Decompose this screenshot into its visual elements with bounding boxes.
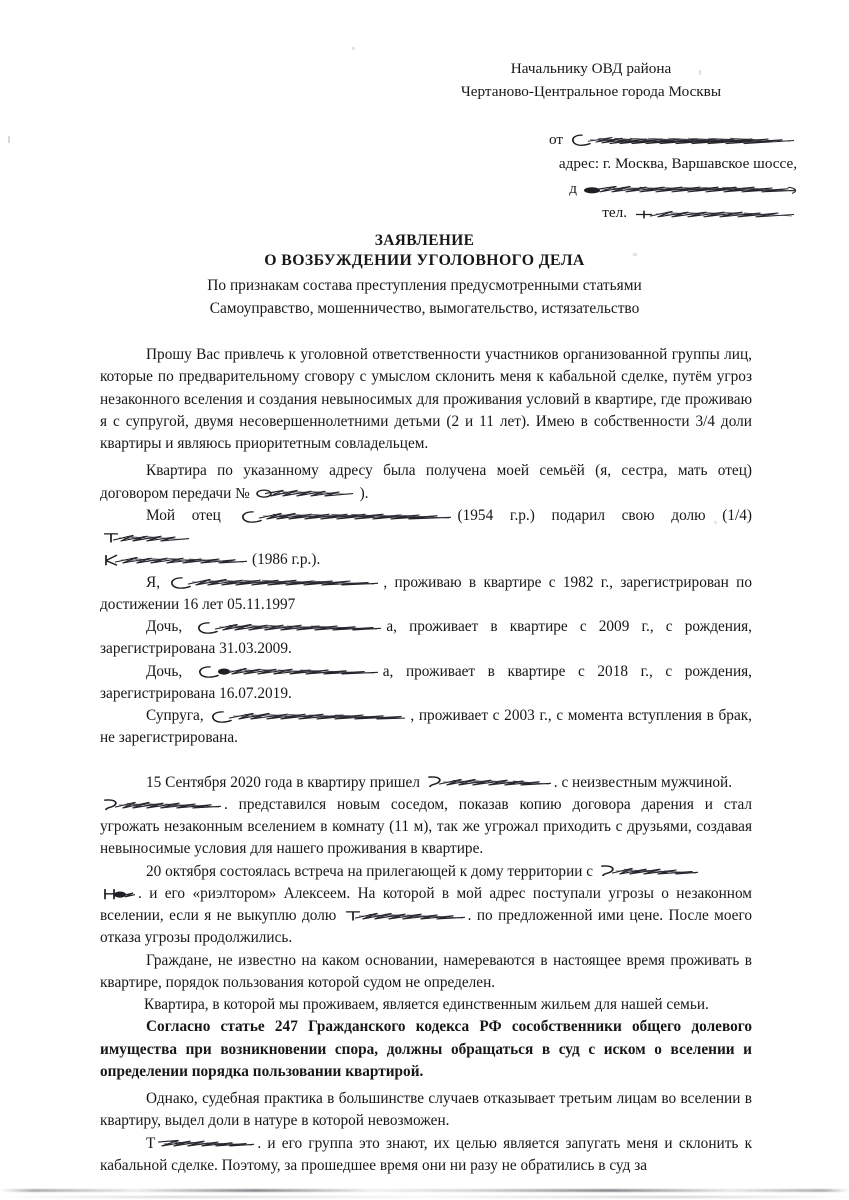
paragraph-final <box>100 1133 752 1178</box>
october-cont-text: . и его «риэлтором» Алексеем. На которой в мой адрес поступали угрозы о незаконном вселении, если я не выкуплю долю <box>100 884 752 924</box>
daughter-2-label: Дочь, <box>146 662 183 680</box>
final-person-initial: Т <box>146 1134 156 1152</box>
paragraph-september-incident <box>100 772 752 794</box>
apartment-origin-text: Квартира по указанному адресу была получена моей семьёй (я, сестра, мать отец) договором передачи № <box>100 462 752 502</box>
addressee-line-2: Чертаново-Центральное города Москвы <box>460 82 722 100</box>
sender-phone-row <box>381 201 801 226</box>
scan-edge-artifact-secondary <box>0 1196 849 1198</box>
document-header <box>381 58 801 226</box>
scan-speck <box>8 136 10 143</box>
paragraph-october-cont <box>100 883 752 950</box>
apartment-origin-text-end: ). <box>359 484 369 502</box>
document-title-block <box>0 232 849 320</box>
redacted-meeting-person <box>598 863 700 879</box>
redacted-self-name <box>168 574 382 590</box>
title-note-2: Самоуправство, мошенничество, вымогательство, истязательство <box>209 299 640 317</box>
document-body <box>100 344 752 1177</box>
from-label: от <box>548 130 563 148</box>
paragraph-self <box>100 572 752 617</box>
paragraph-father <box>100 505 752 550</box>
redacted-share-buyer <box>343 908 467 924</box>
spouse-text: , проживает с 2003 г., с момента вступления в брак, не зарегистрирована. <box>100 707 752 747</box>
paragraph-request: Прошу Вас привлечь к уголовной ответственности участников организованной группы лиц, которые по предварительному сговору с умыслом склонить меня к кабальной сделке, путём угроз незаконного вселения и создания невыносимых для проживания условий в квартире, где проживаю я с супругой, двумя несовершеннолетними детьми (2 и 11 лет). Имею в собственности 3/4 доли квартиры и являюсь приоритетным совладельцем. <box>100 346 752 452</box>
redacted-visitor-name <box>425 774 553 790</box>
redacted-sender-name <box>568 132 800 148</box>
phone-label: тел. <box>602 204 627 222</box>
spouse-label: Супруга, <box>146 707 204 724</box>
address-label: адрес: г. Москва, Варшавское шоссе, <box>558 155 797 173</box>
redacted-meeting-person-2 <box>101 886 137 902</box>
redacted-final-person <box>156 1135 256 1151</box>
page-title: ЗАЯВЛЕНИЕ <box>374 232 475 249</box>
redacted-contract-number <box>255 485 359 501</box>
scan-edge-artifact <box>0 1189 849 1192</box>
father-share-text: (1954 г.р.) подарил свою долю (1/4) <box>457 506 752 524</box>
redacted-phone-number <box>632 206 800 222</box>
page-subtitle-main: О ВОЗБУЖДЕНИИ УГОЛОВНОГО ДЕЛА <box>264 252 585 269</box>
sender-address-row <box>381 152 801 177</box>
redacted-daughter-1-name <box>195 619 385 635</box>
sender-name-row <box>381 128 801 153</box>
daughter-1-label: Дочь, <box>146 618 183 635</box>
october-meeting-text: 20 октября состоялась встреча на прилегающей к дому территории с <box>146 862 594 880</box>
paragraph-daughter-1 <box>100 616 752 661</box>
sender-block <box>381 128 801 227</box>
paragraph-citizens-intent: Граждане, не известно на каком основании, намереваются в настоящее время проживать в квартире, порядок пользования которой судом не определен. <box>100 951 752 991</box>
paragraph-apartment-origin <box>100 460 752 505</box>
paragraph-daughter-2 <box>100 661 752 706</box>
daughter-2-text: а, проживает в квартире с 2018 г., с рождения, зарегистрирована 16.07.2019. <box>100 662 752 702</box>
paragraph-spouse <box>100 705 752 750</box>
redacted-daughter-2-name <box>196 663 382 679</box>
scan-speck <box>352 47 355 50</box>
self-label: Я, <box>146 573 161 591</box>
paragraph-father-cont <box>100 549 752 571</box>
paragraph-article-247: Согласно статье 247 Гражданского кодекса РФ сособственники общего долевого имущества при возникновении спора, должны обращаться в суд с иском о вселении и определении порядка пользовании квартирой. <box>100 1018 752 1080</box>
house-label: д <box>569 179 577 197</box>
daughter-1-text: а, проживает в квартире с 2009 г., с рождения, зарегистрирована 31.03.2009. <box>100 618 753 658</box>
september-incident-text: 15 Сентября 2020 года в квартиру пришел <box>146 773 420 791</box>
sender-house-row <box>381 177 801 202</box>
redacted-visitor-name-repeat <box>101 797 223 813</box>
redacted-spouse-name <box>209 708 409 724</box>
september-incident-end: . с неизвестным мужчиной. <box>553 773 733 791</box>
redacted-father-name <box>239 508 457 524</box>
paragraph-september-cont <box>100 794 752 861</box>
self-registration-text: , проживаю в квартире с 1982 г., зарегистрирован по достижении 16 лет 05.11.1997 <box>100 573 753 613</box>
redacted-father-recipient-2 <box>101 552 251 568</box>
father-recipient-birth: (1986 г.р.). <box>252 551 321 569</box>
redacted-house-number <box>582 181 800 197</box>
final-text: . и его группа это знают, их целью является запугать меня и склонить к кабальной сделке. Поэтому, за прошедшее время они ни разу не обратились в суд за <box>100 1134 752 1174</box>
paragraph-october-meeting <box>100 861 752 883</box>
paragraph-only-housing: Квартира, в которой мы проживаем, является единственным жильем для нашей семьи. <box>144 996 709 1013</box>
paragraph-court-practice: Однако, судебная практика в большинстве случаев отказывает третьим лицам во вселении в квартиру, выдел доли в натуре в которой невозможен. <box>100 1090 752 1130</box>
share-buyer-text: . по предложенной ими цене. После моего отказа угрозы продолжились. <box>100 907 752 947</box>
addressee-line-1: Начальнику ОВД района <box>510 60 672 77</box>
redacted-father-recipient <box>101 530 193 546</box>
september-cont-text: . представился новым соседом, показав копию договора дарения и стал угрожать незаконным вселением в комнату (11 м), так же угрожал приходить с друзьями, создавая невыносимые условия для нашего проживания в квартире. <box>100 795 752 858</box>
title-note-1: По признакам состава преступления предусмотренными статьями <box>207 277 642 294</box>
father-label: Мой отец <box>146 506 221 524</box>
